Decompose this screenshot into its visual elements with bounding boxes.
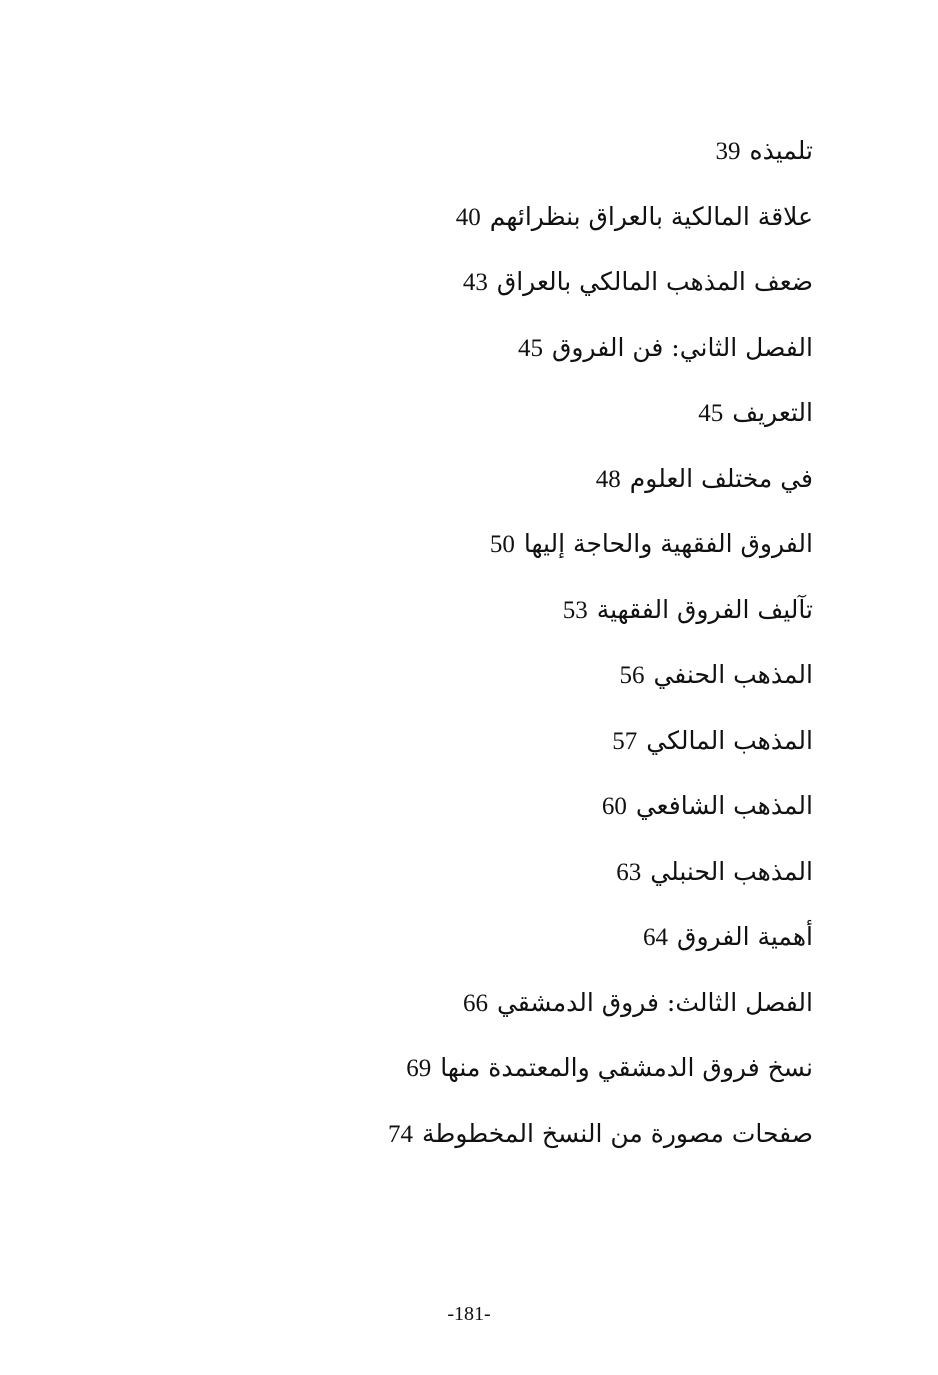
- toc-entry-page: 53: [562, 596, 588, 624]
- toc-entry-page: 50: [489, 531, 515, 558]
- toc-entry: [293, 392, 813, 458]
- toc-entry: [293, 982, 813, 1048]
- toc-entry-page: 69: [406, 1055, 432, 1082]
- toc-entry-page: 45: [698, 400, 724, 427]
- table-of-contents: [293, 130, 813, 1178]
- toc-entry: [293, 720, 813, 786]
- toc-entry-title: ضعف المذهب المالكي بالعراق: [496, 267, 813, 296]
- toc-entry-title: المذهب المالكي: [646, 725, 813, 755]
- toc-entry: [293, 523, 813, 589]
- toc-entry-title: تآليف الفروق الفقهية: [596, 594, 813, 624]
- toc-entry: [293, 785, 813, 851]
- toc-entry-page: 66: [462, 989, 488, 1017]
- toc-entry: [293, 130, 813, 196]
- toc-entry: [293, 261, 813, 327]
- toc-entry: [293, 1047, 813, 1113]
- toc-entry-page: 40: [455, 203, 481, 231]
- toc-entry-page: 60: [601, 793, 627, 820]
- toc-entry: [293, 458, 813, 524]
- toc-entry-title: أهمية الفروق: [677, 922, 813, 951]
- toc-entry-title: تلميذه: [749, 136, 813, 165]
- toc-entry: [293, 196, 813, 262]
- toc-entry-title: المذهب الشافعي: [635, 791, 813, 820]
- toc-entry-title: المذهب الحنبلي: [650, 856, 813, 886]
- toc-entry-page: 45: [517, 334, 543, 362]
- page-number: -181-: [447, 1303, 491, 1325]
- toc-entry-title: صفحات مصورة من النسخ المخطوطة: [422, 1118, 813, 1148]
- toc-entry: [293, 589, 813, 655]
- toc-entry-title: المذهب الحنفي: [653, 660, 813, 689]
- toc-entry: [293, 654, 813, 720]
- toc-entry: [293, 916, 813, 982]
- toc-entry-page: 39: [715, 138, 741, 165]
- toc-entry-page: 43: [462, 269, 488, 296]
- toc-entry-title: علاقة المالكية بالعراق بنظرائهم: [489, 201, 813, 231]
- toc-entry-title: الفصل الثالث: فروق الدمشقي: [496, 987, 813, 1017]
- toc-entry-title: الفصل الثاني: فن الفروق: [551, 332, 813, 362]
- toc-entry-page: 63: [616, 858, 642, 886]
- toc-entry-page: 64: [643, 924, 669, 951]
- toc-entry-page: 56: [619, 662, 645, 689]
- toc-entry-title: نسخ فروق الدمشقي والمعتمدة منها: [440, 1053, 813, 1082]
- toc-entry-page: 74: [388, 1120, 414, 1148]
- toc-entry-title: التعريف: [732, 398, 813, 427]
- toc-entry: [293, 327, 813, 393]
- toc-entry-page: 48: [595, 465, 621, 493]
- toc-entry-page: 57: [612, 727, 638, 755]
- toc-entry-title: الفروق الفقهية والحاجة إليها: [523, 529, 813, 558]
- toc-entry: [293, 1113, 813, 1179]
- toc-entry: [293, 851, 813, 917]
- toc-entry-title: في مختلف العلوم: [629, 463, 813, 493]
